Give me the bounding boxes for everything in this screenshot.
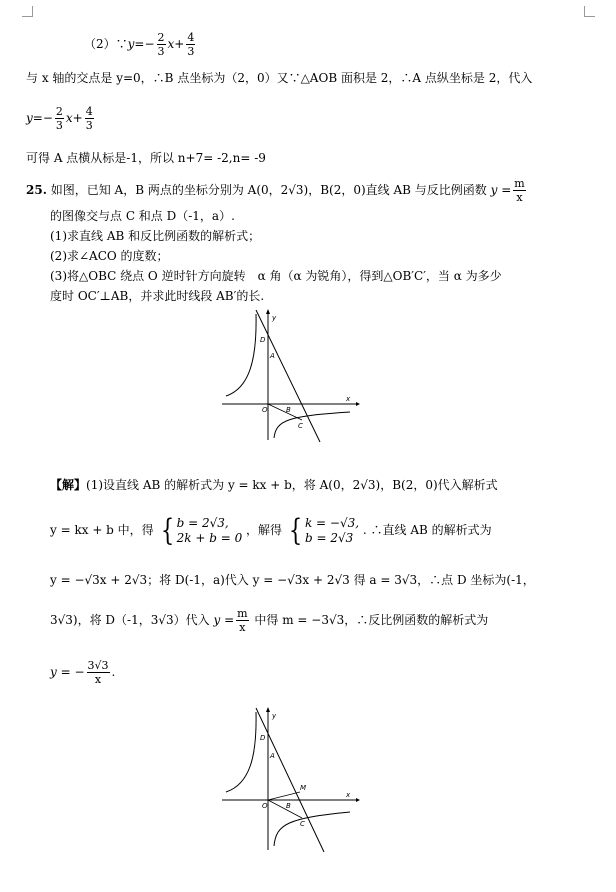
eq-mid: x+ (65, 111, 83, 125)
sub-question-3b: 度时 OC′⊥AB，并求此时线段 AB′的长. (50, 289, 265, 303)
label-y: y (272, 314, 277, 322)
part2-label: （2）∵ (84, 37, 128, 51)
eq-lhs: y=− (127, 37, 155, 51)
x-axis-arrow (356, 402, 360, 406)
func-lhs: y = (490, 183, 512, 197)
segment-oc (268, 404, 302, 420)
solution-line1 (50, 470, 498, 500)
eq-mid: x+ (167, 37, 185, 51)
fraction-denominator: 3 (157, 45, 165, 58)
system-row: k = −√3, (304, 516, 360, 530)
label-c: C (298, 422, 303, 430)
fraction-denominator: 3 (85, 119, 93, 132)
graph-hyperbola-line (220, 308, 360, 444)
fraction-numerator: 4 (187, 31, 195, 44)
intercept-line: 与 x 轴的交点是 y=0，∴B 点坐标为（2，0）又∵△AOB 面积是 2，∴A 点纵坐标是 2，代入 (26, 71, 533, 85)
final-period: . (111, 665, 116, 679)
label-x: x (346, 791, 351, 799)
fraction-m-x (513, 177, 525, 204)
segment-om (268, 792, 300, 800)
hyperbola-branch-left (226, 314, 256, 396)
solution-text: ，解得 (246, 523, 283, 537)
y-axis-arrow (266, 707, 270, 712)
fraction-2-3 (55, 105, 64, 132)
fraction-denominator: x (516, 191, 523, 204)
eq-lhs: y=− (26, 111, 53, 125)
fraction-numerator: 3√3 (87, 659, 109, 672)
fraction-denominator: x (239, 621, 246, 634)
label-o: O (262, 406, 268, 414)
result-line: 可得 A 点横从标是-1，所以 n+7= -2,n= -9 (26, 151, 266, 165)
fraction-numerator: 2 (157, 31, 165, 44)
label-o: O (262, 802, 268, 810)
sub-question-1: (1)求直线 AB 和反比例函数的解析式； (50, 229, 261, 243)
func-lhs: y = (213, 613, 235, 627)
solution-text: (1)设直线 AB 的解析式为 y = kx + b，将 A(0，2√3)，B(2，0)代入解析式 (86, 478, 498, 492)
y-axis-arrow (266, 309, 270, 314)
part2-equation (84, 24, 197, 64)
hyperbola-branch-left (226, 712, 256, 792)
question-text: 如图，已知 A，B 两点的坐标分别为 A(0，2√3)，B(2，0)直线 AB 与反比例函数 (50, 183, 487, 197)
label-c: C (300, 820, 305, 828)
label-x: x (346, 395, 351, 403)
fraction-4-3 (85, 105, 94, 132)
line-ab (256, 310, 320, 442)
label-d: D (260, 336, 266, 344)
solution-text: 中得 m = −3√3，∴反比例函数的解析式为 (254, 613, 489, 627)
fraction-denominator: 3 (55, 119, 63, 132)
eq-lhs: y = − (50, 665, 85, 679)
solution-line4 (50, 600, 488, 640)
solution-text: . ∴直线 AB 的解析式为 (362, 523, 492, 537)
fraction-m-x (236, 607, 248, 634)
hyperbola-branch-right (274, 812, 350, 846)
solution-line2 (50, 508, 492, 553)
system-row: b = 2√3, (176, 516, 229, 530)
question-number: 25. (26, 183, 47, 197)
label-b: B (286, 406, 291, 414)
fraction-numerator: 2 (55, 105, 63, 118)
system-row: b = 2√3 (304, 531, 354, 545)
line-ab (256, 708, 324, 852)
fraction-final (87, 659, 110, 686)
final-equation (50, 650, 115, 694)
label-b: B (286, 802, 291, 810)
corner-mark-right (584, 6, 595, 17)
graph-hyperbola-line-m (220, 706, 360, 854)
label-y: y (272, 712, 277, 720)
fraction-2-3 (157, 31, 166, 58)
fraction-denominator: x (94, 673, 102, 686)
x-axis-arrow (356, 798, 360, 802)
system-given: { b = 2√3, 2k + b = 0 (160, 513, 243, 548)
corner-mark-left (22, 6, 33, 17)
equation-2 (26, 98, 96, 138)
label-a: A (270, 752, 275, 760)
fraction-numerator: m (514, 177, 525, 190)
fraction-4-3 (186, 31, 195, 58)
label-m: M (300, 784, 307, 792)
solution-text: 3√3)，将 D（-1，3√3）代入 (50, 613, 210, 627)
label-d: D (260, 734, 266, 742)
solution-line3: y = −√3x + 2√3；将 D(-1，a)代入 y = −√3x + 2√3 得 a = 3√3，∴点 D 坐标为(-1， (50, 573, 535, 587)
sub-question-2: (2)求∠ACO 的度数； (50, 249, 169, 263)
fraction-numerator: 4 (85, 105, 93, 118)
sub-question-3a: (3)将△OBC 绕点 O 逆时针方向旋转 α 角（α 为锐角），得到△OB′C′，当 α 为多少 (50, 269, 502, 283)
solution-tag: 【解】 (50, 478, 87, 492)
fraction-denominator: 3 (187, 45, 195, 58)
solution-text: y = kx + b 中，得 (50, 523, 154, 537)
question-25-line1 (26, 170, 528, 210)
system-solved: { k = −√3, b = 2√3 (288, 513, 360, 548)
system-row: 2k + b = 0 (176, 531, 243, 545)
label-a: A (270, 352, 275, 360)
segment-oc (268, 800, 302, 818)
fraction-numerator: m (237, 607, 248, 620)
question-25-line2: 的图像交与点 C 和点 D（-1，a）. (50, 209, 235, 223)
